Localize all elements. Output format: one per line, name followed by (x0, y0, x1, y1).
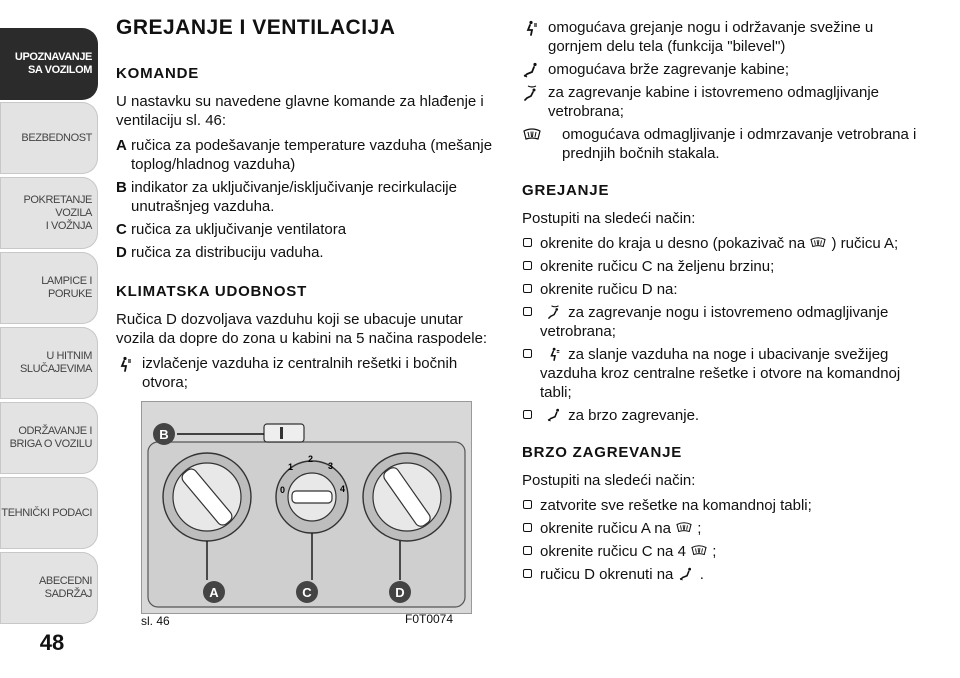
air-feet-icon (546, 408, 564, 422)
fan-speed-0: 0 (280, 485, 286, 495)
mode-text: omogućava odmagljivanje i odmrzavanje vetrobrana i prednjih bočnih stakala. (562, 126, 917, 162)
brzo-step: zatvorite sve rešetke na komandnoj tabli; (522, 496, 918, 515)
page-title: GREJANJE I VENTILACIJA (116, 16, 396, 39)
mode-text: omogućava grejanje nogu i održavanje svežine u gornjem delu tela (funkcija "bilevel") (548, 19, 874, 55)
grejanje-substep: za slanje vazduha na noge i ubacivanje svežijeg vazduha kroz centralne rešetke i otvore na komandnoj tabli; (522, 345, 918, 402)
grejanje-step: okrenite do kraja u desno (pokazivač na ) ručicu A; (522, 234, 918, 253)
section-klimatska-heading: KLIMATSKA UDOBNOST (116, 283, 308, 300)
brzo-intro: Postupiti na sledeći način: (522, 472, 696, 489)
grejanje-step: okrenite ručicu D na: (522, 280, 918, 299)
mode-item-feet-defrost (522, 83, 918, 121)
control-letter: A (116, 137, 127, 154)
windshield-defrost-icon (809, 236, 827, 250)
checkbox-bullet-icon (523, 349, 532, 358)
checkbox-bullet-icon (523, 261, 532, 270)
checkbox-bullet-icon (523, 307, 532, 316)
control-text: ručica za uključivanje ventilatora (131, 221, 347, 238)
control-letter: D (116, 244, 127, 261)
brzo-step: okrenite ručicu A na ; (522, 519, 918, 538)
air-feet-defrost-icon (522, 85, 542, 101)
tab-odrzavanje[interactable]: ODRŽAVANJE I BRIGA O VOZILU (0, 402, 98, 474)
grejanje-substep: za zagrevanje nogu i istovremeno odmagljivanje vetrobrana; (522, 303, 918, 341)
mode-text: izvlačenje vazduha iz centralnih rešetki i bočnih otvora; (142, 355, 458, 391)
mode-item-bilevel (522, 18, 918, 56)
fan-speed-3: 3 (328, 461, 334, 471)
mode-item-defrost (522, 125, 918, 163)
mode-item-face (116, 354, 500, 392)
section-brzo-heading: BRZO ZAGREVANJE (522, 444, 683, 461)
label-a: A (209, 585, 219, 600)
air-feet-icon (522, 62, 542, 78)
brzo-step: okrenite ručicu C na 4 ; (522, 542, 918, 561)
checkbox-bullet-icon (523, 546, 532, 555)
tab-tehnicki[interactable]: TEHNIČKI PODACI (0, 477, 98, 549)
brzo-step: ručicu D okrenuti na . (522, 565, 918, 584)
windshield-defrost-icon (522, 127, 542, 143)
checkbox-bullet-icon (523, 500, 532, 509)
checkbox-bullet-icon (523, 569, 532, 578)
control-item-c (116, 220, 500, 239)
checkbox-bullet-icon (523, 523, 532, 532)
fan-speed-2: 2 (308, 454, 314, 464)
recirculation-switch (264, 424, 304, 442)
air-feet-defrost-icon (546, 305, 564, 319)
control-text: ručica za distribuciju vaduha. (131, 244, 324, 261)
fan-speed-1: 1 (288, 462, 294, 472)
tab-upoznavanje[interactable]: UPOZNAVANJE SA VOZILOM (0, 28, 98, 100)
mode-item-feet (522, 60, 918, 79)
tab-bezbednost[interactable]: BEZBEDNOST (0, 102, 98, 174)
mode-text: za zagrevanje kabine i istovremeno odmagljivanje vetrobrana; (548, 84, 880, 120)
label-b: B (159, 427, 169, 442)
grejanje-step: okrenite ručicu C na željenu brzinu; (522, 257, 918, 276)
figure-code: F0T0074 (405, 612, 454, 626)
air-face-icon (116, 356, 136, 372)
grejanje-substep: za brzo zagrevanje. (522, 406, 918, 425)
air-bilevel-icon (546, 347, 564, 361)
section-grejanje-heading: GREJANJE (522, 182, 610, 199)
mode-text: omogućava brže zagrevanje kabine; (548, 61, 789, 78)
grejanje-intro: Postupiti na sledeći način: (522, 210, 696, 227)
climate-panel-illustration (142, 402, 471, 613)
control-text: indikator za uključivanje/isključivanje recirkulacije unutrašnjeg vazduha. (131, 179, 457, 215)
page-number: 48 (39, 630, 65, 655)
left-column (116, 14, 500, 396)
figure-caption: sl. 46 (141, 614, 170, 628)
control-item-d (116, 243, 500, 262)
figure-climate-panel (141, 401, 472, 614)
fan-speed-4: 4 (340, 484, 346, 494)
right-column (522, 18, 918, 588)
section-komande-heading: KOMANDE (116, 65, 200, 82)
checkbox-bullet-icon (523, 410, 532, 419)
tab-sadrzaj[interactable]: ABECEDNI SADRŽAJ (0, 552, 98, 624)
checkbox-bullet-icon (523, 284, 532, 293)
komande-intro: U nastavku su navedene glavne komande za hlađenje i ventilaciju sl. 46: (116, 93, 484, 129)
windshield-defrost-icon (675, 521, 693, 535)
label-d: D (395, 585, 405, 600)
checkbox-bullet-icon (523, 238, 532, 247)
klimatska-intro: Ručica D dozvoljava vazduhu koji se ubacuje unutar vozila da dopre do zona u kabini na 5 načina raspodele: (116, 311, 488, 347)
tab-lampice[interactable]: LAMPICE I PORUKE (0, 252, 98, 324)
label-c: C (302, 585, 312, 600)
control-item-a (116, 136, 500, 174)
tab-hitni[interactable]: U HITNIM SLUČAJEVIMA (0, 327, 98, 399)
air-bilevel-icon (522, 20, 542, 36)
windshield-defrost-icon (690, 544, 708, 558)
chapter-sidebar (0, 0, 100, 678)
control-letter: C (116, 221, 127, 238)
air-feet-icon (678, 567, 696, 581)
control-item-b (116, 178, 500, 216)
control-letter: B (116, 179, 127, 196)
tab-pokretanje[interactable]: POKRETANJE VOZILA I VOŽNJA (0, 177, 98, 249)
control-text: ručica za podešavanje temperature vazduha (mešanje toplog/hladnog vazduha) (131, 137, 493, 173)
